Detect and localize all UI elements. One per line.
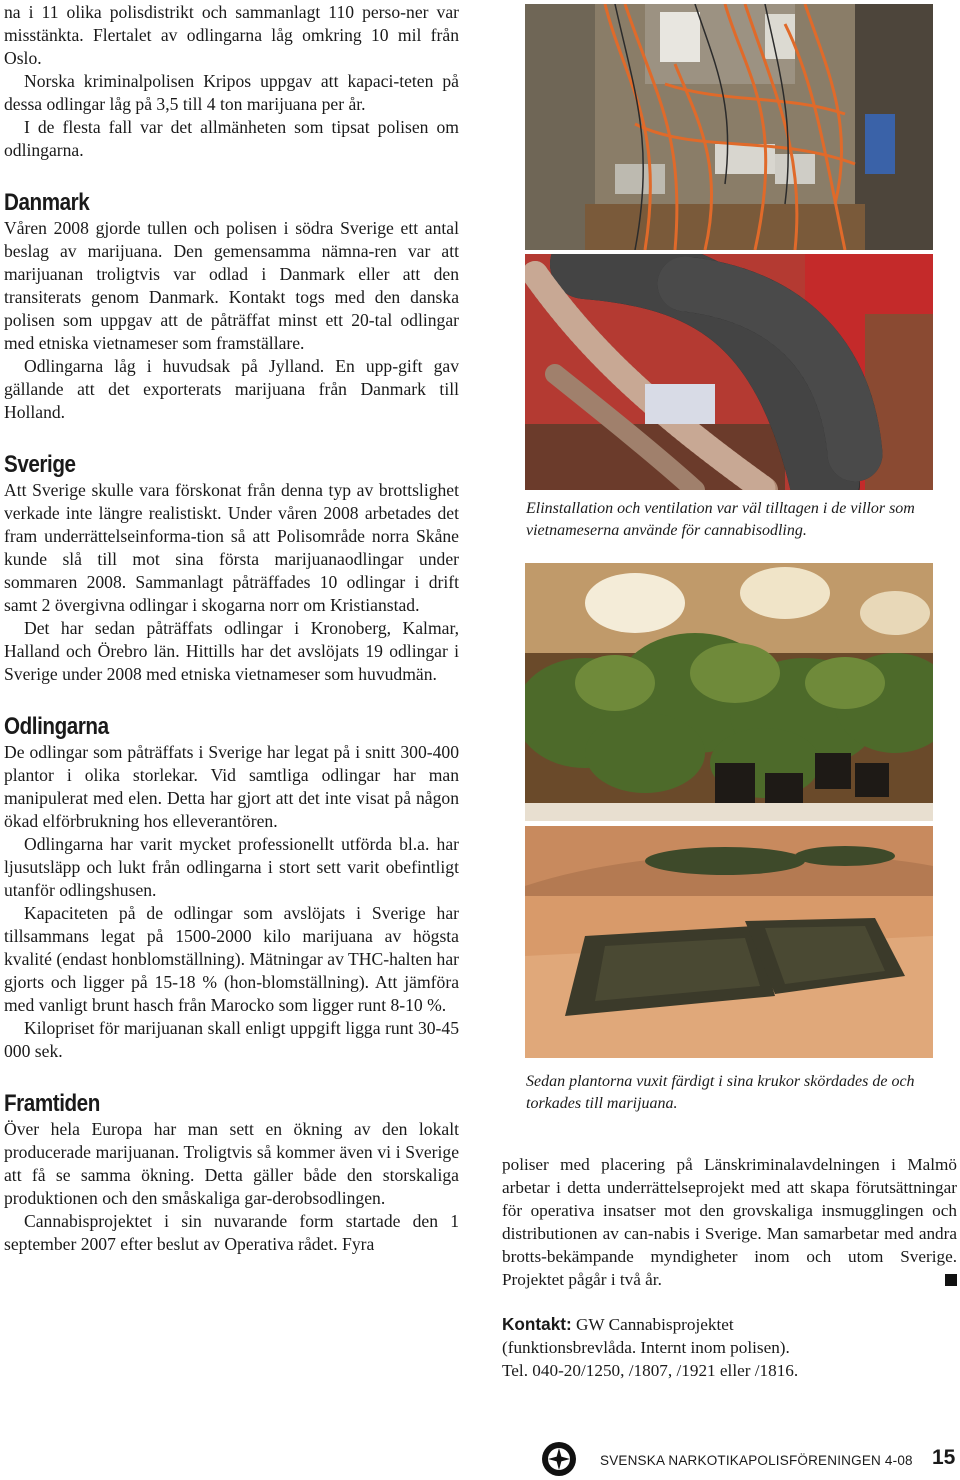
odlingarna-paragraph-3: Kapaciteten på de odlingar som avslöjats i Sverige har tillsammans legat på 1500-2000 kilo marijuana av högsta kvalité (endast honblomställning). Mätningar av THC-halten har gjorts och ligger på 15-18 % (hon-blomställning). Att jämföra med vanligt brunt hasch från Marocko som ligger runt 8-10 %. <box>4 903 459 1015</box>
odlingarna-paragraph-4: Kilopriset för marijuanan skall enligt uppgift ligga runt 30-45 000 sek. <box>4 1018 459 1061</box>
footer-publication: SVENSKA NARKOTIKAPOLISFÖRENINGEN 4-08 <box>600 1453 913 1468</box>
sverige-paragraph-1: Att Sverige skulle vara förskonat från denna typ av brottslighet verkade inte längre realistiskt. Under våren 2008 arbetades det fram underrättelseinforma-tion så att Polisområde norra Skåne kunde slå till mot sina första marijuanaodlingar under sommaren 2008. Sammanlagt påträffades 10 odlingar i drift samt 2 övergivna odlingar i skogarna norr om Kristianstad. <box>4 480 459 615</box>
intro-paragraph-2: Norska kriminalpolisen Kripos uppgav att kapaci-teten på dessa odlingar låg på 3,5 till 4 ton marijuana per år. <box>4 71 459 114</box>
section-heading-danmark: Danmark <box>4 189 90 216</box>
page-number: 15 <box>932 1446 956 1469</box>
section-heading-sverige: Sverige <box>4 451 76 478</box>
caption-electrical-ventilation: Elinstallation och ventilation var väl tilltagen i de villor som vietnameserna använde för cannabisodling. <box>526 500 915 539</box>
left-column <box>4 0 459 1256</box>
right-column-text <box>502 1153 957 1382</box>
ventilation-hoses-photo <box>525 254 933 490</box>
danmark-paragraph-2: Odlingarna låg i huvudsak på Jylland. En upp-gift gav gällande att det exporterats marijuana från Danmark till Holland. <box>4 356 459 422</box>
danmark-paragraph-1: Våren 2008 gjorde tullen och polisen i södra Sverige ett antal beslag av marijuana. Den gemensamma nämna-ren var att marijuanan troligtvis var odlad i Danmark eller att den transiterats genom Danmark. Kontakt togs med den danska polisen som uppgav att de påträffat minst ett 20-tal odlingar med etniska vietnameser som framställare. <box>4 218 459 353</box>
section-heading-odlingarna: Odlingarna <box>4 713 109 740</box>
end-mark-square <box>945 1274 957 1286</box>
electrical-installation-photo <box>525 4 933 250</box>
framtiden-paragraph-2: Cannabisprojektet i sin nuvarande form startade den 1 september 2007 efter beslut av Operativa rådet. Fyra <box>4 1211 459 1254</box>
sverige-paragraph-2: Det har sedan påträffats odlingar i Kronoberg, Kalmar, Halland och Örebro län. Hittills har det avslöjats 19 odlingar i Sverige under 2008 med etniska vietnameser som huvudmän. <box>4 618 459 684</box>
page-footer <box>540 1440 960 1480</box>
caption-drying: Sedan plantorna vuxit färdigt i sina krukor skördades de och torkades till marijuana. <box>526 1073 915 1112</box>
right-paragraph <box>502 1153 957 1291</box>
contact-line-2: (funktionsbrevlåda. Internt inom polisen). <box>502 1338 790 1357</box>
odlingarna-paragraph-2: Odlingarna har varit mycket professionellt utförda bl.a. har ljusutsläpp och lukt från odlingarna i stort sett varit obefintligt utanför odlingshusen. <box>4 834 459 900</box>
framtiden-paragraph-1: Över hela Europa har man sett en ökning av den lokalt producerade marijuanan. Troligtvis så kommer även vi i Sverige att få se samma ökning. Detta gäller både den storskaliga produktionen och den småskaliga gar-derobsodlingen. <box>4 1119 459 1208</box>
contact-block <box>502 1313 957 1382</box>
right-paragraph-text: poliser med placering på Länskriminalavdelningen i Malmö arbetar i detta underrättelseprojekt med att skapa förutsättningar för operativa insatser mot den grovskaliga insmugglingen och distributionen av can-nabis i Sverige. Man samarbetar med andra brotts-bekämpande myndigheter inom och utom Sverige. Projektet pågår i två år. <box>502 1155 957 1289</box>
intro-paragraph-1: na i 11 olika polisdistrikt och sammanlagt 110 perso-ner var misstänkta. Flertalet av odlingarna låg omkring 10 mil från Oslo. <box>4 2 459 68</box>
association-logo-icon <box>540 1440 578 1478</box>
section-heading-framtiden: Framtiden <box>4 1090 100 1117</box>
intro-paragraph-3: I de flesta fall var det allmänheten som tipsat polisen om odlingarna. <box>4 117 459 160</box>
contact-label: Kontakt: <box>502 1314 572 1334</box>
drying-marijuana-photo <box>525 826 933 1058</box>
contact-line-1: GW Cannabisprojektet <box>571 1315 734 1334</box>
contact-line-3: Tel. 040-20/1250, /1807, /1921 eller /1816. <box>502 1361 799 1380</box>
odlingarna-paragraph-1: De odlingar som påträffats i Sverige har legat på i snitt 300-400 plantor i olika storlekar. Vid samtliga odlingar har man manipulerat med elen. Detta har gjort att det inte visat på någon ökad elförbrukning hos elleverantören. <box>4 742 459 831</box>
cannabis-plants-photo <box>525 563 933 821</box>
